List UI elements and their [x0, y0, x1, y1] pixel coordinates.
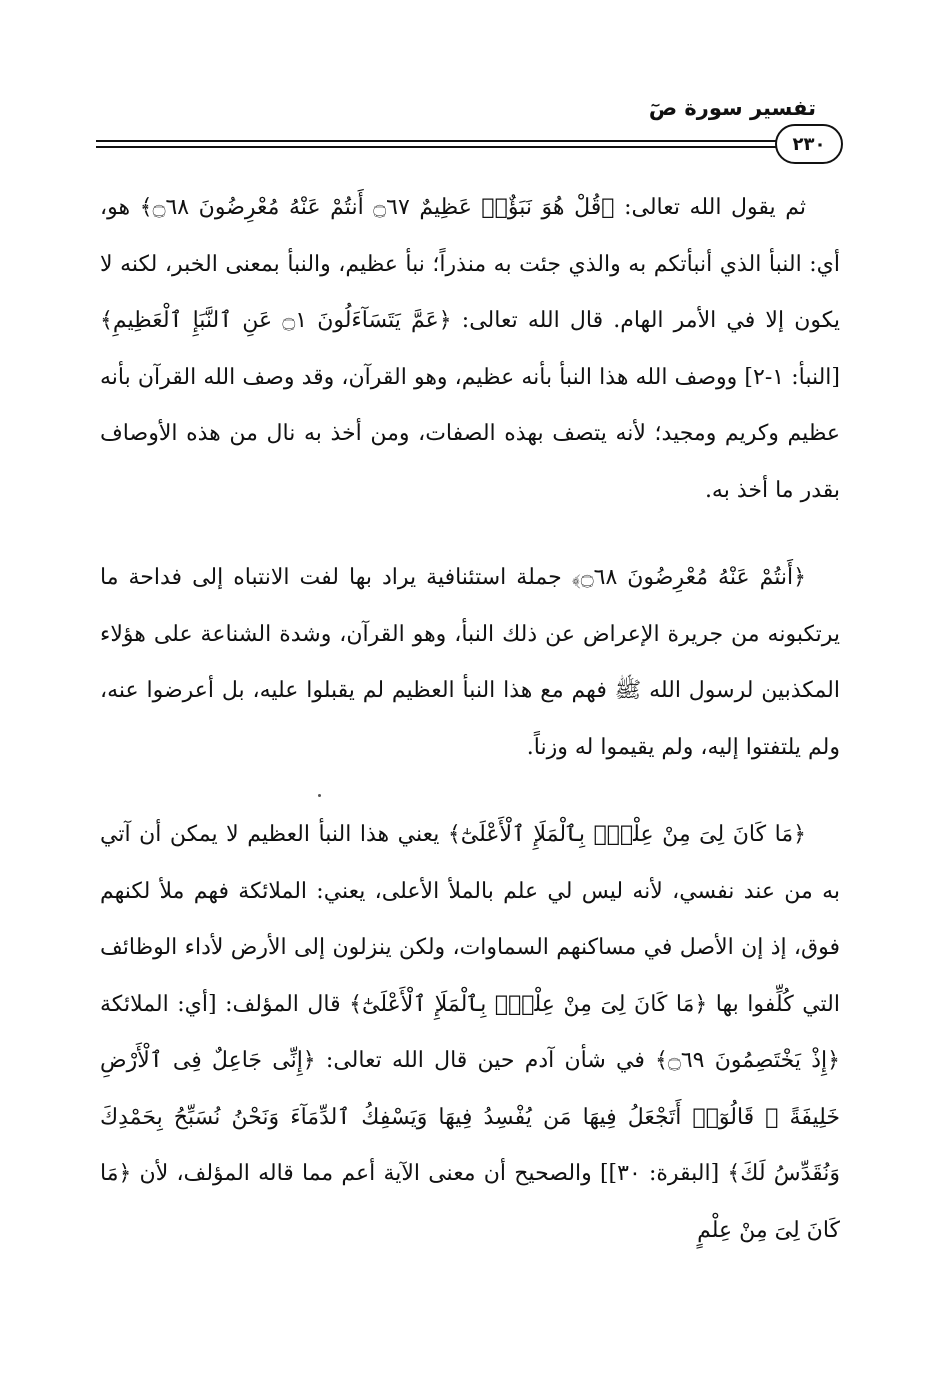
page-number: ٢٣٠ [775, 124, 843, 164]
body-text [100, 180, 840, 1259]
header-rule-bottom [96, 146, 779, 148]
header-rule-top [96, 140, 779, 142]
paragraph-2: ﴿أَنتُمْ عَنْهُ مُعْرِضُونَ ۝٦٨﴾ جملة استئنافية يراد بها لفت الانتباه إلى فداحة ما يرتكبونه من جريرة الإعراض عن ذلك النبأ، وهو القرآن، وشدة الشناعة على هؤلاء المكذبين لرسول الله ﷺ فهم مع هذا النبأ العظيم لم يقبلوا عليه، بل أعرضوا عنه، ولم يلتفتوا إليه، ولم يقيموا له وزناً. [100, 565, 840, 760]
paragraph-3: ﴿مَا كَانَ لِىَ مِنْ عِلْمٍۭ بِٱلْمَلَإِ ٱلْأَعْلَىٰٓ﴾ يعني هذا النبأ العظيم لا يمكن أن آتي به من عند نفسي، لأنه ليس لي علم بالملأ الأعلى، يعني: الملائكة فهم ملأ لكنهم فوق، إذ إن الأصل في مساكنهم السماوات، ولكن ينزلون إلى الأرض لأداء الوظائف التي كُلِّفوا بها ﴿مَا كَانَ لِىَ مِنْ عِلْمٍۭ بِٱلْمَلَإِ ٱلْأَعْلَىٰٓ﴾ قال المؤلف: [أي: الملائكة ﴿إِذْ يَخْتَصِمُونَ ۝٦٩﴾ في شأن آدم حين قال الله تعالى: ﴿إِنِّى جَاعِلٌ فِى ٱلْأَرْضِ خَلِيفَةً ۖ قَالُوٓا۟ أَتَجْعَلُ فِيهَا مَن يُفْسِدُ فِيهَا وَيَسْفِكُ ٱلدِّمَآءَ وَنَحْنُ نُسَبِّحُ بِحَمْدِكَ وَنُقَدِّسُ لَكَ﴾ [البقرة: ٣٠]] والصحيح أن معنى الآية أعم مما قاله المؤلف، لأن ﴿مَا كَانَ لِىَ مِنْ عِلْمٍ [100, 822, 840, 1243]
print-speck [318, 794, 321, 797]
running-header-title: تفسير سورة صٓ [648, 96, 816, 120]
paragraph-1: ثم يقول الله تعالى: ﴿قُلْ هُوَ نَبَؤٌا۟ عَظِيمٌ ۝٦٧ أَنتُمْ عَنْهُ مُعْرِضُونَ ۝٦٨﴾ هو، أي: النبأ الذي أنبأتكم به والذي جئت به منذراً؛ نبأ عظيم، والنبأ بمعنى الخبر، لكنه لا يكون إلا في الأمر الهام. قال الله تعالى: ﴿عَمَّ يَتَسَآءَلُونَ ۝١ عَنِ ٱلنَّبَإِ ٱلْعَظِيمِ﴾ [النبأ: ١-٢] ووصف الله هذا النبأ بأنه عظيم، وهو القرآن، وقد وصف الله القرآن بأنه عظيم وكريم ومجيد؛ لأنه يتصف بهذه الصفات، ومن أخذ به نال من هذه الأوصاف بقدر ما أخذ به. [100, 195, 840, 503]
header-rule [96, 140, 841, 150]
